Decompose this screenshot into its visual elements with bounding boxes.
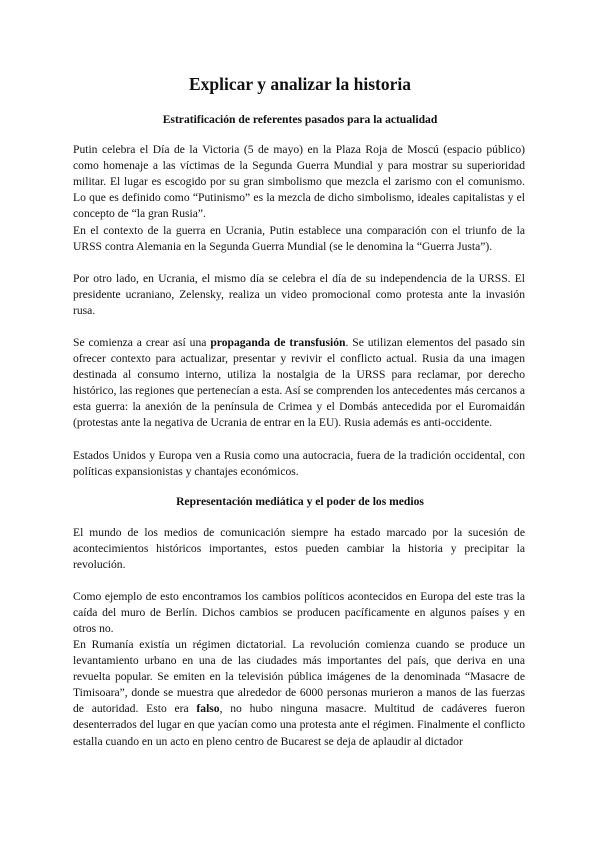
paragraph-putin-victoria: Putin celebra el Día de la Victoria (5 de mayo) en la Plaza Roja de Moscú (espacio público) como homenaje a las víctimas de la Segunda Guerra Mundial y para mostrar su superioridad militar. El lugar es escogido por su gran simbolismo que mezcla el zarismo con el comunismo. Lo que es definido como “Putinismo” es la mezcla de dicho simbolismo, ideales capitalistas y el concepto de “la gran Rusia”. [73, 143, 525, 221]
paragraph-propaganda [73, 335, 525, 432]
text-run: Se comienza a crear así una [73, 336, 211, 349]
section-heading-representacion: Representación mediática y el poder de los medios [176, 495, 424, 508]
paragraph-medios: El mundo de los medios de comunicación siempre ha estado marcado por la sucesión de acontecimientos históricos importantes, estos pueden cambiar la historia y precipitar la revolución. [73, 526, 525, 572]
paragraph-ucrania-independencia: Por otro lado, en Ucrania, el mismo día se celebra el día de su independencia de la URSS. El presidente ucraniano, Zelensky, realiza un video promocional como protesta ante la invasión rusa. [73, 272, 525, 318]
section-heading-estratificacion: Estratificación de referentes pasados para la actualidad [162, 113, 438, 126]
paragraph-europa-este: Como ejemplo de esto encontramos los cambios políticos acontecidos en Europa del este tras la caída del muro de Berlín. Dichos cambios se producen pacíficamente en algunos países y en otros no. [73, 590, 525, 636]
bold-term-propaganda: propaganda de transfusión [210, 336, 346, 349]
paragraph-eeuu-europa: Estados Unidos y Europa ven a Rusia como una autocracia, fuera de la tradición occidental, con políticas expansionistas y chantajes económicos. [73, 449, 525, 479]
text-run: . Se utilizan elementos del pasado sin ofrecer contexto para actualizar, presentar y revivir el conflicto actual. Rusia da una imagen destinada al consumo interno, utiliza la nostalgia de la URSS para reclamar, por derecho histórico, las regiones que pertenecían a esta. Así se comprenden los antecedentes más cercanos a esta guerra: la anexión de la península de Crimea y el Dombás antecedida por el Euromaidán (protestas ante la negativa de Ucrania de entrar en la EU). Rusia además es anti-occidente. [73, 336, 525, 430]
bold-term-falso: falso [196, 702, 220, 716]
paragraph-rumania [73, 637, 525, 750]
text-run: , no hubo ninguna masacre. Multitud de cadáveres fueron desenterrados del lugar en que yacían como una protesta ante el régimen. Finalmente el conflicto estalla cuando en un acto en pleno centro de Bucarest se deja de aplaudir al dictador [73, 702, 525, 748]
paragraph-guerra-justa: En el contexto de la guerra en Ucrania, Putin establece una comparación con el triunfo de la URSS contra Alemania en la Segunda Guerra Mundial (se le denomina la “Guerra Justa”). [73, 224, 525, 254]
document-title: Explicar y analizar la historia [189, 74, 411, 94]
text-run: En Rumanía existía un régimen dictatorial. La revolución comienza cuando se produce un levantamiento urbano en una de las ciudades más importantes del país, que deriva en una revuelta popular. Se emiten en la televisión pública imágenes de la denominada “Masacre de Timisoara”, donde se muestra que alrededor de 6000 personas murieron a manos de las fuerzas de autoridad. Esto era [73, 638, 525, 716]
